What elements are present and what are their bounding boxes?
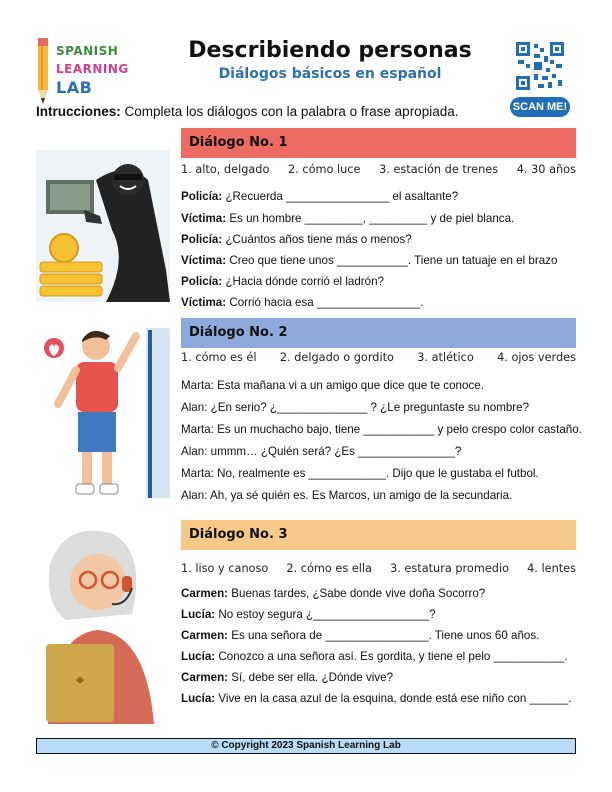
pencil-icon xyxy=(36,38,50,106)
dialog-1-option-3: 3. estación de trenes xyxy=(379,163,499,176)
speaker: Lucía: xyxy=(181,692,216,705)
dialog-2-line: Marta: No, realmente es ____________. Dijo que le gustaba el futbol. xyxy=(181,467,539,480)
dialog-2-line: Alan: ummm… ¿Quién será? ¿Es _______________? xyxy=(181,445,462,458)
dialog-1-option-2: 2. cómo luce xyxy=(288,163,361,176)
dialog-2-line: Alan: Ah, ya sé quién es. Es Marcos, un amigo de la secundaria. xyxy=(181,489,513,502)
dialog-3-options xyxy=(181,562,576,575)
dialog-3-line xyxy=(181,629,581,642)
dialog-2-line: Alan: ¿En serio? ¿______________ ? ¿Le preguntaste su nombre? xyxy=(181,401,530,414)
speaker: Víctima: xyxy=(181,254,227,267)
dialog-1-title: Diálogo No. 1 xyxy=(181,128,576,158)
dialog-3-line xyxy=(181,650,581,663)
speaker: Policía: xyxy=(181,275,223,288)
speaker: Víctima: xyxy=(181,212,227,225)
instructions-label: Intrucciones: xyxy=(36,104,121,119)
dialog-1-line xyxy=(181,212,581,225)
speaker: Víctima: xyxy=(181,296,227,309)
line-text: ¿Hacia dónde corrió el ladrón? xyxy=(222,275,385,288)
line-text: Es un hombre _________, _________ y de piel blanca. xyxy=(226,212,515,225)
dialog-1-line xyxy=(181,296,581,309)
dialog-2-option-1: 1. cómo es él xyxy=(181,351,257,364)
dialog-1-line xyxy=(181,233,581,246)
dialog-2-option-4: 4. ojos verdes xyxy=(497,351,576,364)
dialog-2-title: Diálogo No. 2 xyxy=(181,318,576,348)
dialog-1-option-4: 4. 30 años xyxy=(516,163,576,176)
logo-line-2: LEARNING xyxy=(56,62,129,76)
instructions xyxy=(36,104,458,119)
page-subtitle: Diálogos básicos en español xyxy=(218,66,442,82)
speaker: Carmen: xyxy=(181,587,229,600)
speaker: Carmen: xyxy=(181,671,229,684)
line-text: Buenas tardes, ¿Sabe donde vive doña Socorro? xyxy=(228,587,486,600)
dialog-3-line xyxy=(181,671,581,684)
line-text: ¿Cuántos años tiene más o menos? xyxy=(222,233,412,246)
qr-code-icon[interactable] xyxy=(516,42,564,90)
dialog-3-title: Diálogo No. 3 xyxy=(181,520,576,550)
instructions-text: Completa los diálogos con la palabra o frase apropiada. xyxy=(120,104,459,119)
line-text: Vive en la casa azul de la esquina, donde está ese niño con ______. xyxy=(215,692,572,705)
page-title: Describiendo personas xyxy=(188,38,472,63)
dialog-1-options xyxy=(181,163,576,176)
dialog-3-line xyxy=(181,692,581,705)
speaker: Carmen: xyxy=(181,629,229,642)
speaker: Policía: xyxy=(181,190,223,203)
dialog-2-option-2: 2. delgado o gordito xyxy=(279,351,394,364)
line-text: No estoy segura ¿__________________? xyxy=(215,608,436,621)
line-text: Conozco a una señora así. Es gordita, y tiene el pelo ___________. xyxy=(215,650,568,663)
logo-line-3: LAB xyxy=(56,78,93,97)
speaker: Lucía: xyxy=(181,608,216,621)
boy-illustration xyxy=(36,318,170,504)
dialog-1-line xyxy=(181,275,581,288)
dialog-3-option-1: 1. liso y canoso xyxy=(181,562,269,575)
dialog-3-option-3: 3. estatura promedio xyxy=(390,562,510,575)
thief-illustration xyxy=(36,150,170,302)
speaker: Lucía: xyxy=(181,650,216,663)
line-text: Es una señora de ________________. Tiene unos 60 años. xyxy=(228,629,540,642)
line-text: Corrió hacia esa ________________. xyxy=(226,296,424,309)
dialog-3-line xyxy=(181,608,581,621)
dialog-1-option-1: 1. alto, delgado xyxy=(181,163,270,176)
dialog-2-options xyxy=(181,351,576,364)
line-text: ¿Recuerda ________________ el asaltante? xyxy=(222,190,459,203)
dialog-2-line: Marta: Esta mañana vi a un amigo que dice que te conoce. xyxy=(181,379,484,392)
logo xyxy=(36,38,166,110)
logo-line-1: SPANISH xyxy=(56,44,119,58)
woman-illustration xyxy=(36,524,170,724)
copyright-footer: © Copyright 2023 Spanish Learning Lab xyxy=(36,738,576,754)
dialog-1-line xyxy=(181,254,581,267)
dialog-1-line xyxy=(181,190,581,203)
dialog-3-option-2: 2. cómo es ella xyxy=(286,562,372,575)
scan-me-badge: SCAN ME! xyxy=(510,97,570,117)
dialog-2-line: Marta: Es un muchacho bajo, tiene ___________ y pelo crespo color castaño. xyxy=(181,423,582,436)
line-text: Sí, debe ser ella. ¿Dónde vive? xyxy=(228,671,394,684)
dialog-3-line xyxy=(181,587,581,600)
dialog-2-option-3: 3. atlético xyxy=(417,351,474,364)
line-text: Creo que tiene unos ___________. Tiene un tatuaje en el brazo xyxy=(226,254,558,267)
speaker: Policía: xyxy=(181,233,223,246)
dialog-3-option-4: 4. lentes xyxy=(527,562,576,575)
